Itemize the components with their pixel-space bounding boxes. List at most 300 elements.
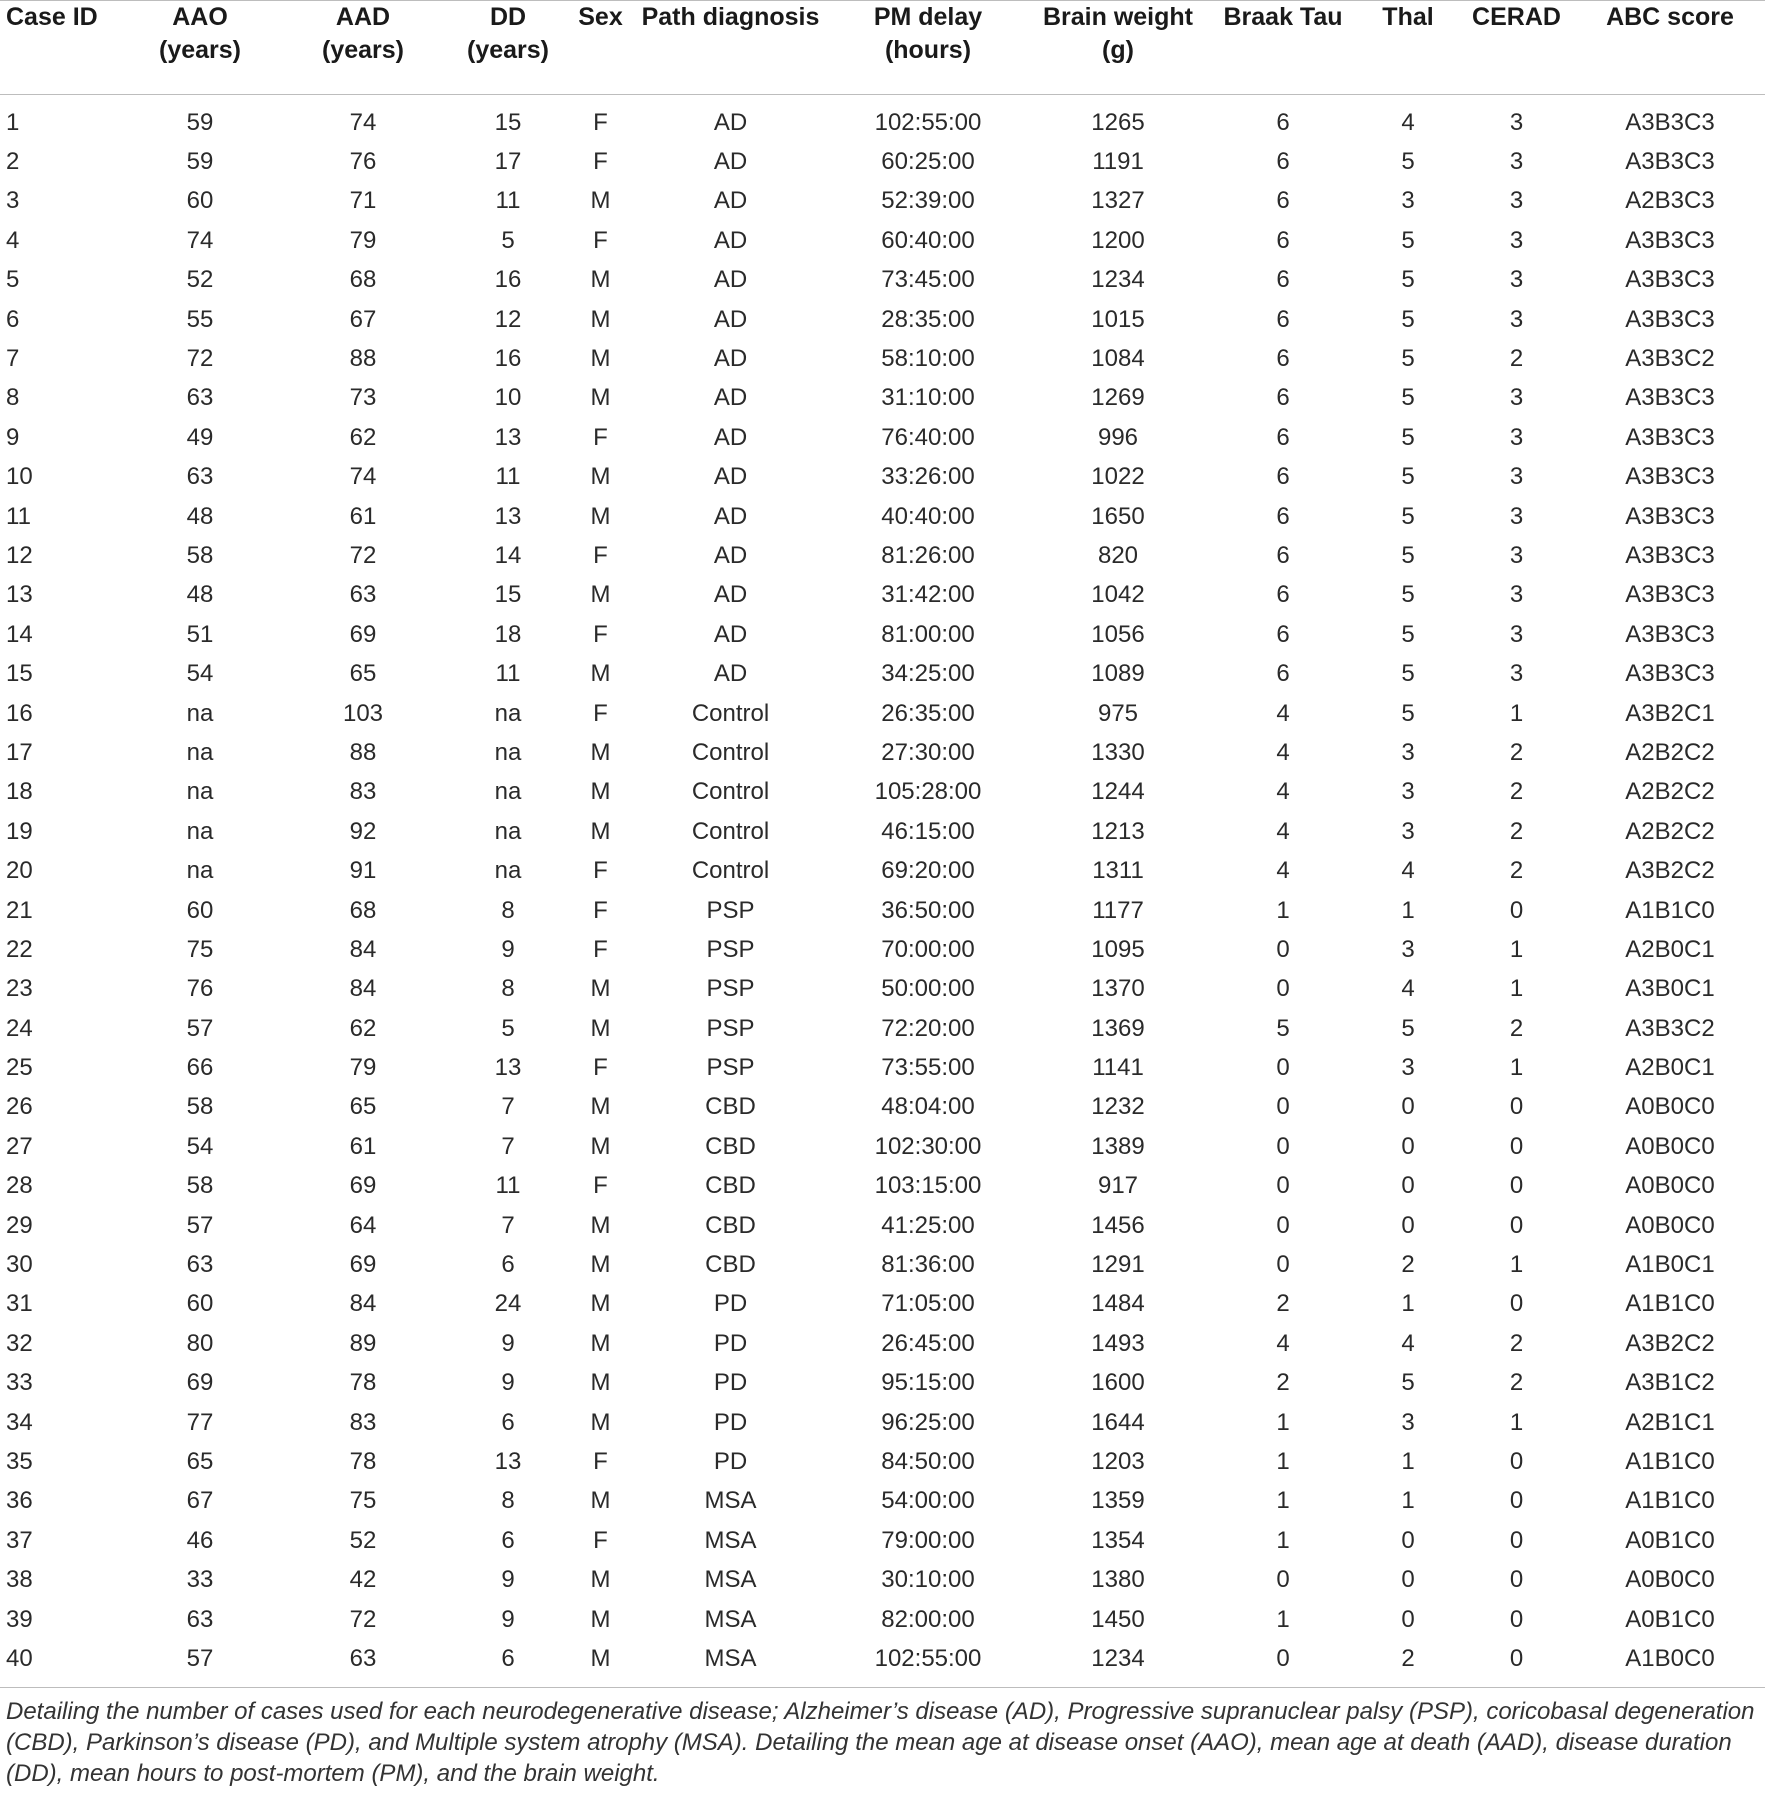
cell-braak-tau: 1 bbox=[1276, 1526, 1290, 1554]
cell-aad: 63 bbox=[349, 581, 377, 609]
cell-aao: 60 bbox=[186, 896, 214, 924]
cell-sex: M bbox=[590, 384, 611, 412]
table-header-row bbox=[0, 1, 1765, 95]
cell-path-diagnosis: AD bbox=[713, 266, 748, 294]
cell-abc-score: A3B3C3 bbox=[1625, 541, 1715, 569]
cell-thal: 4 bbox=[1401, 1329, 1415, 1357]
cell-brain-weight: 1644 bbox=[1091, 1408, 1145, 1436]
cell-brain-weight: 1022 bbox=[1091, 463, 1145, 491]
cell-cerad: 3 bbox=[1509, 384, 1524, 412]
table-row bbox=[0, 1167, 1765, 1206]
cell-brain-weight: 1234 bbox=[1028, 1639, 1208, 1687]
cell-abc-score: A1B1C0 bbox=[1625, 1290, 1715, 1318]
cell-thal: 5 bbox=[1401, 266, 1415, 294]
cell-sex: M bbox=[590, 502, 611, 530]
cell-braak-tau: 0 bbox=[1276, 1172, 1290, 1200]
cell-dd: 13 bbox=[494, 1447, 522, 1475]
cell-cerad: 0 bbox=[1509, 1093, 1524, 1121]
cell-path-diagnosis: AD bbox=[713, 620, 748, 648]
cell-brain-weight: 975 bbox=[1097, 699, 1139, 727]
cell-thal: 5 bbox=[1401, 423, 1415, 451]
cell-abc-score: A3B3C3 bbox=[1625, 581, 1715, 609]
cell-brain-weight: 1200 bbox=[1091, 226, 1145, 254]
cell-dd: 9 bbox=[501, 1566, 515, 1594]
cell-case-id: 12 bbox=[6, 541, 33, 569]
cell-sex: M bbox=[590, 305, 611, 333]
cell-pm-delay: 34:25:00 bbox=[881, 660, 975, 688]
cell-sex: M bbox=[590, 581, 611, 609]
cell-abc-score: A3B3C2 bbox=[1625, 1014, 1715, 1042]
cell-thal: 5 bbox=[1401, 384, 1415, 412]
cell-aad: 83 bbox=[349, 1408, 377, 1436]
cell-pm-delay: 76:40:00 bbox=[881, 423, 975, 451]
cell-dd: 9 bbox=[501, 1329, 515, 1357]
cell-path-diagnosis: PD bbox=[713, 1408, 748, 1436]
cell-cerad: 0 bbox=[1458, 1639, 1575, 1687]
cell-path-diagnosis: PD bbox=[713, 1290, 748, 1318]
col-header-aad: AAD (years) bbox=[278, 1, 448, 95]
cell-thal: 3 bbox=[1401, 187, 1415, 215]
cell-sex: F bbox=[593, 699, 608, 727]
cell-path-diagnosis: PD bbox=[713, 1369, 748, 1397]
cell-brain-weight: 1213 bbox=[1091, 817, 1145, 845]
cell-case-id: 3 bbox=[6, 187, 20, 215]
cell-aad: 71 bbox=[349, 187, 377, 215]
cell-aao: 63 bbox=[186, 1251, 214, 1279]
cell-abc-score: A3B3C3 bbox=[1625, 463, 1715, 491]
cell-pm-delay: 50:00:00 bbox=[881, 975, 975, 1003]
cell-cerad: 1 bbox=[1509, 1054, 1524, 1082]
cell-abc-score: A1B1C0 bbox=[1625, 1447, 1715, 1475]
cell-path-diagnosis: Control bbox=[691, 857, 770, 885]
cell-abc-score: A3B0C1 bbox=[1625, 975, 1715, 1003]
cell-dd: 9 bbox=[501, 1369, 515, 1397]
cell-aad: 68 bbox=[349, 266, 377, 294]
cell-dd: 6 bbox=[501, 1526, 515, 1554]
cell-aad: 88 bbox=[349, 345, 377, 373]
cell-aad: 103 bbox=[342, 699, 384, 727]
cell-pm-delay: 26:35:00 bbox=[881, 699, 975, 727]
cell-sex: F bbox=[593, 541, 608, 569]
cell-aad: 76 bbox=[349, 148, 377, 176]
cell-cerad: 0 bbox=[1509, 1132, 1524, 1160]
cell-pm-delay: 40:40:00 bbox=[881, 502, 975, 530]
cell-aao: 65 bbox=[186, 1447, 214, 1475]
cell-case-id: 21 bbox=[6, 896, 33, 924]
cell-braak-tau: 6 bbox=[1276, 541, 1290, 569]
cell-thal: 3 bbox=[1401, 738, 1415, 766]
cell-dd: 10 bbox=[494, 384, 522, 412]
table-row bbox=[0, 1088, 1765, 1127]
cell-sex: M bbox=[590, 1211, 611, 1239]
cell-cerad: 0 bbox=[1509, 1447, 1524, 1475]
cell-dd: na bbox=[494, 817, 522, 845]
table-row bbox=[0, 812, 1765, 851]
cell-abc-score: A3B2C2 bbox=[1625, 857, 1715, 885]
cell-pm-delay: 26:45:00 bbox=[881, 1329, 975, 1357]
cell-sex: M bbox=[590, 1369, 611, 1397]
cell-sex: F bbox=[593, 1526, 608, 1554]
cell-aao: 72 bbox=[186, 345, 214, 373]
cell-pm-delay: 28:35:00 bbox=[881, 305, 975, 333]
cell-aad: 78 bbox=[349, 1369, 377, 1397]
cell-sex: M bbox=[590, 1566, 611, 1594]
cell-abc-score: A2B2C2 bbox=[1625, 738, 1715, 766]
cell-dd: 17 bbox=[494, 148, 522, 176]
cell-path-diagnosis: AD bbox=[713, 108, 748, 136]
cell-abc-score: A3B2C2 bbox=[1625, 1329, 1715, 1357]
cell-sex: F bbox=[593, 896, 608, 924]
cell-aad: 69 bbox=[349, 620, 377, 648]
table-row bbox=[0, 930, 1765, 969]
cell-dd: 6 bbox=[448, 1639, 568, 1687]
cell-path-diagnosis: CBD bbox=[705, 1172, 756, 1200]
cell-sex: M bbox=[590, 1290, 611, 1318]
cell-sex: F bbox=[593, 108, 608, 136]
cell-aad: 63 bbox=[278, 1639, 448, 1687]
table-row bbox=[0, 221, 1765, 260]
cell-aao: 80 bbox=[186, 1329, 214, 1357]
cell-cerad: 3 bbox=[1509, 502, 1524, 530]
cell-dd: 15 bbox=[494, 581, 522, 609]
cell-braak-tau: 6 bbox=[1276, 148, 1290, 176]
cell-braak-tau: 6 bbox=[1276, 305, 1290, 333]
cell-aao: 74 bbox=[186, 226, 214, 254]
cell-cerad: 3 bbox=[1509, 266, 1524, 294]
cell-abc-score: A2B1C1 bbox=[1625, 1408, 1715, 1436]
cell-sex: M bbox=[590, 1329, 611, 1357]
cell-aad: 74 bbox=[349, 463, 377, 491]
cell-braak-tau: 0 bbox=[1276, 1211, 1290, 1239]
cell-aad: 83 bbox=[349, 778, 377, 806]
cell-case-id: 9 bbox=[6, 423, 20, 451]
cell-aad: 75 bbox=[349, 1487, 377, 1515]
table-row bbox=[0, 1009, 1765, 1048]
cell-case-id: 1 bbox=[6, 108, 20, 136]
cell-dd: 11 bbox=[495, 463, 521, 491]
cell-pm-delay: 102:30:00 bbox=[874, 1132, 982, 1160]
table-row bbox=[0, 379, 1765, 418]
cell-cerad: 0 bbox=[1509, 1526, 1524, 1554]
cell-braak-tau: 4 bbox=[1276, 778, 1290, 806]
cell-dd: 7 bbox=[501, 1132, 515, 1160]
cell-dd: 13 bbox=[494, 502, 522, 530]
cell-path-diagnosis: AD bbox=[713, 502, 748, 530]
cell-braak-tau: 0 bbox=[1276, 1093, 1290, 1121]
cell-case-id: 32 bbox=[6, 1329, 33, 1357]
cell-cerad: 3 bbox=[1509, 581, 1524, 609]
table-row bbox=[0, 1600, 1765, 1639]
cell-path-diagnosis: AD bbox=[713, 345, 748, 373]
cell-aao: 51 bbox=[186, 620, 214, 648]
cell-pm-delay: 79:00:00 bbox=[881, 1526, 975, 1554]
cell-thal: 1 bbox=[1401, 1290, 1415, 1318]
cell-abc-score: A3B3C3 bbox=[1625, 305, 1715, 333]
cell-thal: 5 bbox=[1401, 581, 1415, 609]
cell-cerad: 0 bbox=[1509, 1605, 1524, 1633]
cell-abc-score: A3B3C3 bbox=[1625, 148, 1715, 176]
cell-braak-tau: 6 bbox=[1276, 660, 1290, 688]
cell-sex: F bbox=[593, 148, 608, 176]
table-row bbox=[0, 694, 1765, 733]
table-row bbox=[0, 1521, 1765, 1560]
cell-cerad: 2 bbox=[1509, 1369, 1524, 1397]
cell-brain-weight: 1056 bbox=[1091, 620, 1145, 648]
cell-case-id: 34 bbox=[6, 1408, 33, 1436]
cell-dd: 16 bbox=[494, 345, 522, 373]
cell-sex: F bbox=[593, 423, 608, 451]
cell-path-diagnosis: AD bbox=[713, 660, 748, 688]
cell-aad: 67 bbox=[349, 305, 377, 333]
table-row bbox=[0, 261, 1765, 300]
cell-abc-score: A0B1C0 bbox=[1625, 1605, 1715, 1633]
table-row bbox=[0, 1048, 1765, 1087]
cell-aao: na bbox=[186, 857, 214, 885]
cell-case-id: 8 bbox=[6, 384, 20, 412]
cell-sex: F bbox=[593, 935, 608, 963]
table-row bbox=[0, 654, 1765, 693]
cell-brain-weight: 1234 bbox=[1091, 266, 1145, 294]
cell-braak-tau: 4 bbox=[1276, 699, 1290, 727]
cell-path-diagnosis: AD bbox=[713, 187, 748, 215]
cell-aad: 61 bbox=[349, 502, 377, 530]
cell-braak-tau: 6 bbox=[1276, 266, 1290, 294]
cell-sex: M bbox=[590, 975, 611, 1003]
cell-aao: 59 bbox=[186, 108, 214, 136]
cell-aao: 54 bbox=[186, 1132, 214, 1160]
table-row bbox=[0, 339, 1765, 378]
col-header-thal: Thal bbox=[1358, 1, 1458, 95]
cell-aao: 55 bbox=[186, 305, 214, 333]
cell-sex: M bbox=[590, 187, 611, 215]
cell-pm-delay: 27:30:00 bbox=[881, 738, 975, 766]
cell-pm-delay: 102:55:00 bbox=[874, 108, 982, 136]
cell-cerad: 1 bbox=[1509, 975, 1524, 1003]
cell-abc-score: A3B3C3 bbox=[1625, 226, 1715, 254]
cell-thal: 1 bbox=[1401, 1487, 1415, 1515]
cell-braak-tau: 0 bbox=[1276, 1251, 1290, 1279]
table-row bbox=[0, 1245, 1765, 1284]
cell-aad: 62 bbox=[349, 423, 377, 451]
cell-abc-score: A2B0C1 bbox=[1625, 935, 1715, 963]
cell-thal: 3 bbox=[1401, 1054, 1415, 1082]
cell-dd: na bbox=[494, 857, 522, 885]
cell-case-id: 40 bbox=[0, 1639, 122, 1687]
cell-braak-tau: 2 bbox=[1276, 1290, 1290, 1318]
cell-path-diagnosis: CBD bbox=[705, 1211, 756, 1239]
cell-case-id: 4 bbox=[6, 226, 20, 254]
cell-case-id: 36 bbox=[6, 1487, 33, 1515]
cell-brain-weight: 917 bbox=[1097, 1172, 1139, 1200]
cell-pm-delay: 30:10:00 bbox=[881, 1566, 975, 1594]
cell-brain-weight: 1141 bbox=[1092, 1054, 1144, 1082]
cell-cerad: 1 bbox=[1509, 1408, 1524, 1436]
cell-abc-score: A1B0C0 bbox=[1575, 1639, 1765, 1687]
table-row bbox=[0, 1482, 1765, 1521]
cell-abc-score: A0B0C0 bbox=[1625, 1566, 1715, 1594]
cell-aad: 84 bbox=[349, 935, 377, 963]
cell-aao: 59 bbox=[186, 148, 214, 176]
cell-sex: M bbox=[590, 778, 611, 806]
cell-aad: 88 bbox=[349, 738, 377, 766]
cell-braak-tau: 0 bbox=[1208, 1639, 1358, 1687]
cell-thal: 0 bbox=[1401, 1211, 1415, 1239]
cell-pm-delay: 102:55:00 bbox=[828, 1639, 1028, 1687]
cell-aad: 69 bbox=[349, 1172, 377, 1200]
cell-aao: 58 bbox=[186, 541, 214, 569]
cell-case-id: 23 bbox=[6, 975, 33, 1003]
cell-path-diagnosis: Control bbox=[691, 778, 770, 806]
cell-path-diagnosis: MSA bbox=[704, 1526, 757, 1554]
cell-brain-weight: 1354 bbox=[1091, 1526, 1145, 1554]
cell-pm-delay: 58:10:00 bbox=[881, 345, 975, 373]
cell-dd: 16 bbox=[494, 266, 522, 294]
cell-path-diagnosis: AD bbox=[713, 581, 748, 609]
cell-pm-delay: 70:00:00 bbox=[881, 935, 975, 963]
cell-braak-tau: 4 bbox=[1276, 738, 1290, 766]
cell-sex: M bbox=[590, 660, 611, 688]
cell-case-id: 10 bbox=[6, 463, 33, 491]
cell-pm-delay: 60:40:00 bbox=[881, 226, 975, 254]
cell-abc-score: A0B0C0 bbox=[1625, 1093, 1715, 1121]
cell-case-id: 33 bbox=[6, 1369, 33, 1397]
cell-cerad: 1 bbox=[1509, 935, 1524, 963]
table-row bbox=[0, 733, 1765, 772]
cell-dd: 7 bbox=[501, 1211, 515, 1239]
cell-dd: 8 bbox=[501, 896, 515, 924]
table-body bbox=[0, 95, 1765, 1688]
cell-dd: 9 bbox=[501, 1605, 515, 1633]
cell-pm-delay: 46:15:00 bbox=[881, 817, 975, 845]
cell-thal: 1 bbox=[1401, 1447, 1415, 1475]
cell-pm-delay: 82:00:00 bbox=[881, 1605, 975, 1633]
cell-case-id: 31 bbox=[6, 1290, 33, 1318]
cell-brain-weight: 1095 bbox=[1091, 935, 1145, 963]
table-row bbox=[0, 1403, 1765, 1442]
cell-thal: 5 bbox=[1401, 463, 1415, 491]
cell-path-diagnosis: PSP bbox=[706, 935, 755, 963]
cell-braak-tau: 0 bbox=[1276, 1132, 1290, 1160]
cell-aao: 57 bbox=[186, 1014, 214, 1042]
cell-pm-delay: 81:36:00 bbox=[881, 1251, 975, 1279]
table-row bbox=[0, 458, 1765, 497]
cell-brain-weight: 1203 bbox=[1091, 1447, 1145, 1475]
cell-case-id: 29 bbox=[6, 1211, 33, 1239]
cell-brain-weight: 1493 bbox=[1091, 1329, 1145, 1357]
cell-aao: 63 bbox=[186, 384, 214, 412]
cell-thal: 5 bbox=[1401, 502, 1415, 530]
cell-aao: 48 bbox=[186, 502, 214, 530]
cell-sex: M bbox=[590, 345, 611, 373]
cell-cerad: 2 bbox=[1509, 857, 1524, 885]
cell-brain-weight: 1089 bbox=[1091, 660, 1145, 688]
cell-brain-weight: 1232 bbox=[1091, 1093, 1145, 1121]
cell-case-id: 24 bbox=[6, 1014, 33, 1042]
cell-aao: 60 bbox=[186, 187, 214, 215]
cell-abc-score: A3B2C1 bbox=[1625, 699, 1715, 727]
cell-path-diagnosis: CBD bbox=[705, 1132, 756, 1160]
cell-braak-tau: 6 bbox=[1276, 226, 1290, 254]
table-row bbox=[0, 418, 1765, 457]
cell-brain-weight: 1327 bbox=[1091, 187, 1145, 215]
cell-thal: 5 bbox=[1401, 660, 1415, 688]
cell-sex: M bbox=[568, 1639, 633, 1687]
cell-dd: na bbox=[494, 778, 522, 806]
cell-thal: 0 bbox=[1401, 1605, 1415, 1633]
cell-aad: 52 bbox=[349, 1526, 377, 1554]
table-row bbox=[0, 1560, 1765, 1599]
cell-cerad: 3 bbox=[1509, 660, 1524, 688]
cell-case-id: 37 bbox=[6, 1526, 33, 1554]
cell-thal: 3 bbox=[1401, 778, 1415, 806]
cell-path-diagnosis: MSA bbox=[704, 1566, 757, 1594]
cell-thal: 5 bbox=[1401, 226, 1415, 254]
cell-abc-score: A3B3C3 bbox=[1625, 384, 1715, 412]
cell-pm-delay: 81:26:00 bbox=[881, 541, 975, 569]
cell-path-diagnosis: AD bbox=[713, 384, 748, 412]
cell-thal: 5 bbox=[1401, 305, 1415, 333]
cell-path-diagnosis: MSA bbox=[633, 1639, 828, 1687]
table-footnote: Detailing the number of cases used for each neurodegenerative disease; Alzheimer’s disease (AD), Progressive supranuclear palsy (PSP), coricobasal degeneration (CBD), Parkinson’s disease (PD), and Multiple system atrophy (MSA). Detailing the mean age at disease onset (AAO), mean age at death (AAD), disease duration (DD), mean hours to post-mortem (PM), and the brain weight. bbox=[6, 1698, 1755, 1787]
cell-aao: 63 bbox=[186, 463, 214, 491]
cell-brain-weight: 1370 bbox=[1091, 975, 1145, 1003]
cell-case-id: 18 bbox=[6, 778, 33, 806]
table-row bbox=[0, 300, 1765, 339]
cell-sex: M bbox=[590, 1132, 611, 1160]
cell-aao: na bbox=[186, 699, 214, 727]
cell-aad: 65 bbox=[349, 1093, 377, 1121]
cell-thal: 0 bbox=[1401, 1526, 1415, 1554]
cell-dd: 8 bbox=[501, 975, 515, 1003]
cell-brain-weight: 1042 bbox=[1091, 581, 1145, 609]
cell-dd: 13 bbox=[494, 423, 522, 451]
table-row bbox=[0, 95, 1765, 143]
cell-dd: 13 bbox=[494, 1054, 522, 1082]
cell-cerad: 2 bbox=[1509, 345, 1524, 373]
cell-case-id: 13 bbox=[6, 581, 33, 609]
cell-pm-delay: 31:10:00 bbox=[881, 384, 975, 412]
cell-sex: M bbox=[590, 1487, 611, 1515]
cell-aad: 89 bbox=[349, 1329, 377, 1357]
cell-path-diagnosis: PSP bbox=[706, 975, 755, 1003]
cell-aao: 48 bbox=[186, 581, 214, 609]
cell-pm-delay: 54:00:00 bbox=[881, 1487, 975, 1515]
cell-abc-score: A1B1C0 bbox=[1625, 896, 1715, 924]
cell-abc-score: A3B3C2 bbox=[1625, 345, 1715, 373]
cell-aao: 77 bbox=[186, 1408, 214, 1436]
cell-thal: 5 bbox=[1401, 148, 1415, 176]
cell-sex: F bbox=[593, 1447, 608, 1475]
cell-case-id: 30 bbox=[6, 1251, 33, 1279]
cell-sex: M bbox=[590, 266, 611, 294]
cell-braak-tau: 1 bbox=[1276, 1408, 1290, 1436]
cell-brain-weight: 1650 bbox=[1091, 502, 1145, 530]
cell-cerad: 1 bbox=[1509, 699, 1524, 727]
cell-pm-delay: 36:50:00 bbox=[881, 896, 975, 924]
cell-thal: 4 bbox=[1401, 857, 1415, 885]
cell-brain-weight: 1244 bbox=[1091, 778, 1145, 806]
cell-abc-score: A3B3C3 bbox=[1625, 108, 1715, 136]
cell-braak-tau: 6 bbox=[1276, 620, 1290, 648]
cell-braak-tau: 6 bbox=[1276, 423, 1290, 451]
cell-case-id: 11 bbox=[6, 502, 31, 530]
cell-dd: 11 bbox=[495, 187, 521, 215]
cell-path-diagnosis: Control bbox=[691, 738, 770, 766]
cell-aao: 75 bbox=[186, 935, 214, 963]
cell-pm-delay: 103:15:00 bbox=[874, 1172, 982, 1200]
cell-brain-weight: 1291 bbox=[1091, 1251, 1145, 1279]
cell-braak-tau: 1 bbox=[1276, 1605, 1290, 1633]
